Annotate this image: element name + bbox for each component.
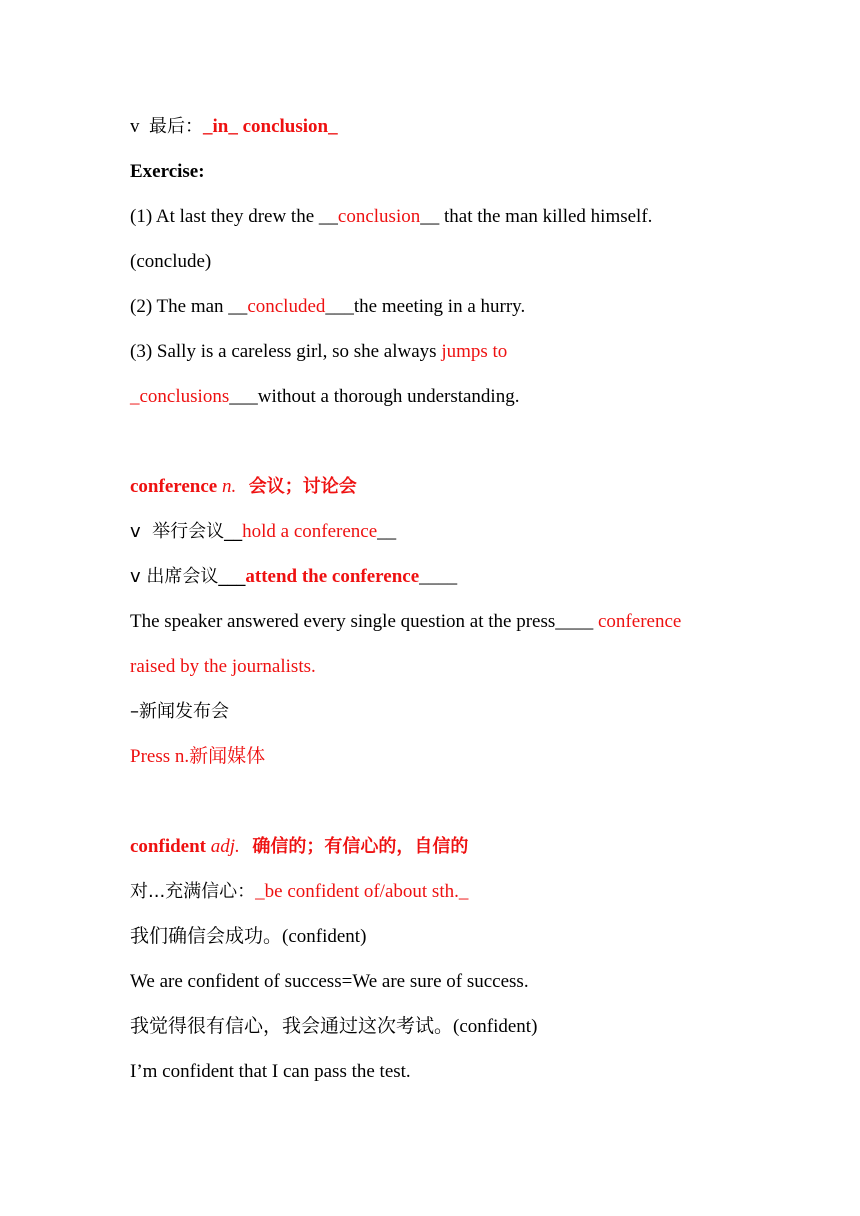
exercise-2-text: (2) The man __: [130, 296, 248, 317]
meaning: 会议；讨论会: [236, 476, 357, 497]
blank-tail: __: [377, 521, 397, 542]
exercise-1-answer: conclusion: [337, 206, 421, 227]
exercise-3-text: (3) Sally is a careless girl, so she always: [130, 341, 442, 362]
exercise-1-text-end: __ that the man killed himself.: [420, 206, 653, 227]
blank-tail: ____: [419, 566, 458, 587]
exercise-2-answer: concluded: [247, 296, 326, 317]
phrase-answer: _be confident of/about sth._: [255, 881, 469, 902]
phrase-answer: hold a conference: [242, 521, 378, 542]
confident-example-2-cn: 我觉得很有信心，我会通过这次考试。(confident): [130, 1016, 538, 1037]
meaning: 确信的；有信心的，自信的: [239, 836, 469, 857]
press-note: Press n.新闻媒体: [130, 746, 266, 767]
conference-phrase-2: [130, 564, 457, 590]
conference-entry-heading: [130, 474, 357, 500]
conclusion-summary-line: [130, 114, 338, 140]
phrase-label: v 出席会议___: [130, 566, 246, 587]
exercise-3-answer-cont: _conclusions: [130, 386, 230, 407]
exercise-3-text-end: ___without a thorough understanding.: [229, 386, 520, 407]
phrase-label: 对...充满信心：: [130, 881, 256, 902]
phrase-label: v 举行会议__: [130, 521, 243, 542]
exercise-heading: Exercise:: [130, 161, 205, 182]
headword: confident: [130, 836, 206, 857]
exercise-3-continued: [130, 384, 519, 410]
exercise-2-text-end: ___the meeting in a hurry.: [325, 296, 526, 317]
bullet-marker: v: [130, 116, 149, 137]
conference-example: [130, 609, 681, 635]
phrase-answer: attend the conference: [245, 566, 420, 587]
conference-example-continued: raised by the journalists.: [130, 656, 316, 677]
part-of-speech: n.: [217, 476, 237, 497]
confident-example-2-en: I’m confident that I can pass the test.: [130, 1061, 411, 1082]
part-of-speech: adj.: [206, 836, 240, 857]
confident-example-1-cn: 我们确信会成功。(confident): [130, 926, 367, 947]
exercise-3-answer: jumps to: [441, 341, 508, 362]
confident-example-1-en: We are confident of success=We are sure of success.: [130, 971, 529, 992]
summary-answer: _in_ conclusion_: [203, 116, 338, 137]
example-text: The speaker answered every single question at the press____: [130, 611, 598, 632]
summary-label: 最后：: [149, 116, 203, 137]
exercise-3: [130, 339, 507, 365]
conference-note: –新闻发布会: [130, 701, 229, 722]
exercise-2: [130, 294, 525, 320]
confident-entry-heading: [130, 834, 468, 860]
headword: conference: [130, 476, 218, 497]
conference-phrase-1: [130, 519, 396, 545]
confident-phrase: [130, 879, 468, 905]
exercise-1: [130, 204, 652, 230]
exercise-1-text: (1) At last they drew the __: [130, 206, 338, 227]
example-answer: conference: [598, 611, 682, 632]
exercise-1-hint: (conclude): [130, 251, 212, 272]
